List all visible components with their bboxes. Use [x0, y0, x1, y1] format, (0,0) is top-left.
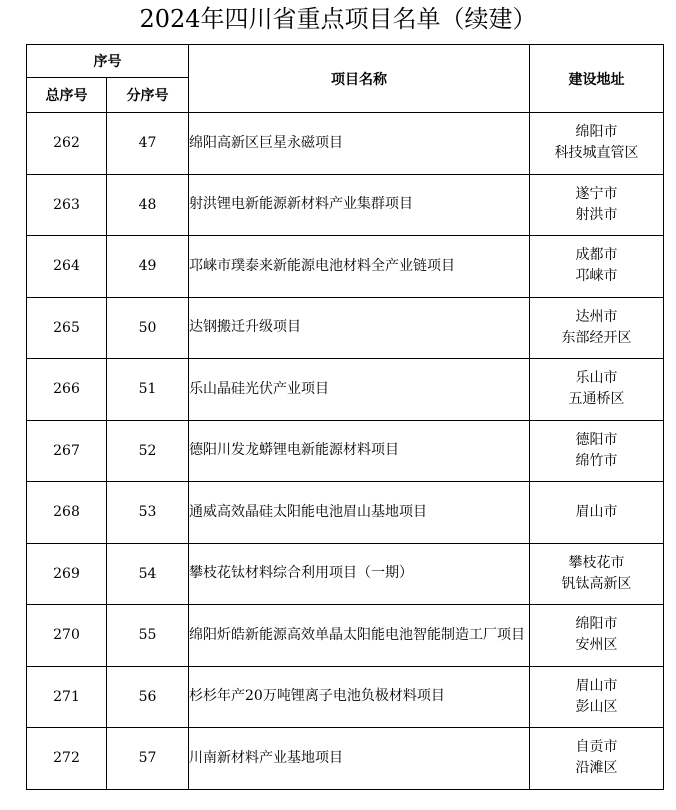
project-name-cell: 绵阳炘皓新能源高效单晶太阳能电池智能制造工厂项目	[189, 605, 530, 667]
table-row	[27, 543, 664, 605]
project-name-cell: 绵阳高新区巨星永磁项目	[189, 113, 530, 175]
project-name-cell: 邛崃市璞泰来新能源电池材料全产业链项目	[189, 236, 530, 298]
sub-seq-cell: 52	[107, 420, 189, 482]
location-cell	[530, 420, 664, 482]
table-row	[27, 605, 664, 667]
table-row	[27, 666, 664, 728]
table-row	[27, 113, 664, 175]
project-name-cell: 攀枝花钛材料综合利用项目（一期）	[189, 543, 530, 605]
location-line: 钒钛高新区	[561, 575, 632, 592]
table-row	[27, 728, 664, 790]
location-line: 绵竹市	[575, 452, 618, 469]
sub-seq-cell: 48	[107, 174, 189, 236]
table-row	[27, 236, 664, 298]
project-name-cell: 乐山晶硅光伏产业项目	[189, 359, 530, 421]
sub-seq-cell: 53	[107, 482, 189, 544]
location-line: 沿滩区	[575, 760, 618, 777]
location-line: 安州区	[575, 637, 618, 654]
location-cell	[530, 543, 664, 605]
project-table	[26, 44, 664, 790]
location-cell	[530, 297, 664, 359]
location-line: 彭山区	[575, 698, 618, 715]
total-seq-cell: 267	[27, 420, 107, 482]
location-line: 眉山市	[575, 503, 618, 520]
project-name-cell: 杉杉年产20万吨锂离子电池负极材料项目	[189, 666, 530, 728]
location-line: 科技城直管区	[554, 145, 639, 162]
location-line: 自贡市	[575, 739, 618, 756]
sub-seq-cell: 56	[107, 666, 189, 728]
location-line: 五通桥区	[568, 391, 625, 408]
total-seq-cell: 265	[27, 297, 107, 359]
header-total-seq: 总序号	[27, 78, 107, 113]
total-seq-cell: 272	[27, 728, 107, 790]
project-name-cell: 射洪锂电新能源新材料产业集群项目	[189, 174, 530, 236]
sub-seq-cell: 55	[107, 605, 189, 667]
location-line: 攀枝花市	[568, 554, 625, 571]
sub-seq-cell: 49	[107, 236, 189, 298]
location-line: 射洪市	[575, 206, 618, 223]
table-row	[27, 297, 664, 359]
project-name-cell: 通威高效晶硅太阳能电池眉山基地项目	[189, 482, 530, 544]
table-row	[27, 359, 664, 421]
location-line: 成都市	[575, 247, 618, 264]
location-cell	[530, 666, 664, 728]
table-row	[27, 420, 664, 482]
project-name-cell: 达钢搬迁升级项目	[189, 297, 530, 359]
location-line: 德阳市	[575, 431, 618, 448]
location-line: 绵阳市	[575, 124, 618, 141]
location-cell	[530, 236, 664, 298]
header-location: 建设地址	[530, 45, 664, 113]
location-cell	[530, 113, 664, 175]
total-seq-cell: 268	[27, 482, 107, 544]
total-seq-cell: 264	[27, 236, 107, 298]
page-title: 2024年四川省重点项目名单（续建）	[139, 5, 537, 33]
project-name-cell: 川南新材料产业基地项目	[189, 728, 530, 790]
header-sub-seq: 分序号	[107, 78, 189, 113]
total-seq-cell: 269	[27, 543, 107, 605]
sub-seq-cell: 47	[107, 113, 189, 175]
header-project-name: 项目名称	[189, 45, 530, 113]
location-line: 乐山市	[575, 370, 618, 387]
header-seq: 序号	[27, 45, 189, 78]
location-line: 遂宁市	[575, 185, 618, 202]
total-seq-cell: 263	[27, 174, 107, 236]
location-cell	[530, 482, 664, 544]
location-cell	[530, 728, 664, 790]
table-row	[27, 482, 664, 544]
location-line: 东部经开区	[561, 329, 632, 346]
location-line: 绵阳市	[575, 616, 618, 633]
location-cell	[530, 359, 664, 421]
table-body	[27, 113, 664, 790]
total-seq-cell: 271	[27, 666, 107, 728]
location-line: 达州市	[575, 308, 618, 325]
location-cell	[530, 174, 664, 236]
sub-seq-cell: 57	[107, 728, 189, 790]
total-seq-cell: 266	[27, 359, 107, 421]
table-row	[27, 174, 664, 236]
sub-seq-cell: 50	[107, 297, 189, 359]
total-seq-cell: 262	[27, 113, 107, 175]
project-name-cell: 德阳川发龙蟒锂电新能源材料项目	[189, 420, 530, 482]
sub-seq-cell: 54	[107, 543, 189, 605]
location-line: 眉山市	[575, 677, 618, 694]
location-line: 邛崃市	[575, 268, 618, 285]
sub-seq-cell: 51	[107, 359, 189, 421]
total-seq-cell: 270	[27, 605, 107, 667]
location-cell	[530, 605, 664, 667]
